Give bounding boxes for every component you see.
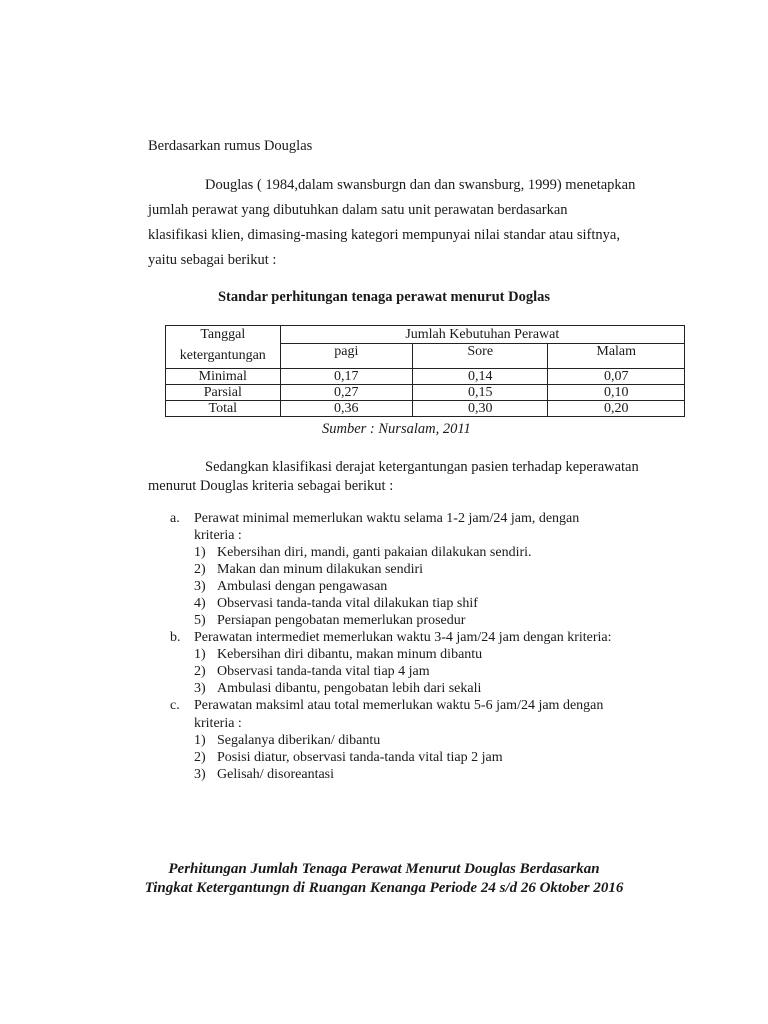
cell-value: 0,14 <box>413 369 548 385</box>
header-tanggal-ketergantungan <box>166 326 281 369</box>
number-marker: 1) <box>194 545 206 560</box>
number-marker: 3) <box>194 681 206 696</box>
paragraph2-line2: menurut Douglas kriteria sebagai berikut : <box>148 478 394 494</box>
criteria-a-marker: a. <box>170 511 180 526</box>
criteria-b-item: Kebersihan diri dibantu, makan minum dibantu <box>217 647 483 662</box>
row-label: Total <box>166 401 281 417</box>
number-marker: 2) <box>194 664 206 679</box>
table-row <box>166 401 685 417</box>
criteria-b-item: Ambulasi dibantu, pengobatan lebih dari sekali <box>217 681 482 696</box>
final-title-line1: Perhitungan Jumlah Tenaga Perawat Menurut Douglas Berdasarkan <box>168 861 600 877</box>
criteria-a-item: Makan dan minum dilakukan sendiri <box>217 562 424 577</box>
final-title-line2: Tingkat Ketergantungn di Ruangan Kenanga Periode 24 s/d 26 Oktober 2016 <box>144 880 624 896</box>
paragraph1-line1: Douglas ( 1984,dalam swansburgn dan dan swansburg, 1999) menetapkan <box>205 177 636 193</box>
number-marker: 5) <box>194 613 206 628</box>
criteria-a-item: Kebersihan diri, mandi, ganti pakaian dilakukan sendiri. <box>217 545 532 560</box>
cell-value: 0,15 <box>413 385 548 401</box>
header-malam: Malam <box>548 344 685 369</box>
number-marker: 1) <box>194 647 206 662</box>
criteria-c-item: Posisi diatur, observasi tanda-tanda vital tiap 2 jam <box>217 750 503 765</box>
criteria-b-item: Observasi tanda-tanda vital tiap 4 jam <box>217 664 430 679</box>
criteria-c-line1: Perawatan maksiml atau total memerlukan waktu 5-6 jam/24 jam dengan <box>194 698 604 713</box>
row-label: Minimal <box>166 369 281 385</box>
number-marker: 2) <box>194 750 206 765</box>
header-col1-line1: Tanggal <box>200 327 246 342</box>
criteria-a-item: Persiapan pengobatan memerlukan prosedur <box>217 613 466 628</box>
criteria-a-item: Ambulasi dengan pengawasan <box>217 579 388 594</box>
criteria-a-line2: kriteria : <box>194 528 242 543</box>
standard-table <box>165 325 685 417</box>
header-pagi: pagi <box>280 344 412 369</box>
table-row <box>166 385 685 401</box>
paragraph1-line2: jumlah perawat yang dibutuhkan dalam satu unit perawatan berdasarkan <box>148 202 568 218</box>
table-source: Sumber : Nursalam, 2011 <box>322 421 471 437</box>
number-marker: 3) <box>194 767 206 782</box>
criteria-b-marker: b. <box>170 630 181 645</box>
paragraph2-line1: Sedangkan klasifikasi derajat ketergantungan pasien terhadap keperawatan <box>205 459 639 475</box>
paragraph1-line4: yaitu sebagai berikut : <box>148 252 277 268</box>
table-title: Standar perhitungan tenaga perawat menurut Doglas <box>217 289 551 305</box>
header-jumlah-kebutuhan: Jumlah Kebutuhan Perawat <box>280 326 684 344</box>
cell-value: 0,36 <box>280 401 412 417</box>
header-col1-line2: ketergantungan <box>179 348 266 363</box>
row-label: Parsial <box>166 385 281 401</box>
header-sore: Sore <box>413 344 548 369</box>
paragraph1-line3: klasifikasi klien, dimasing-masing kategori mempunyai nilai standar atau siftnya, <box>148 227 620 243</box>
cell-value: 0,17 <box>280 369 412 385</box>
cell-value: 0,27 <box>280 385 412 401</box>
table-row <box>166 369 685 385</box>
cell-value: 0,20 <box>548 401 685 417</box>
number-marker: 1) <box>194 733 206 748</box>
cell-value: 0,10 <box>548 385 685 401</box>
number-marker: 4) <box>194 596 206 611</box>
intro-heading: Berdasarkan rumus Douglas <box>148 138 313 154</box>
cell-value: 0,07 <box>548 369 685 385</box>
criteria-c-marker: c. <box>170 698 180 713</box>
criteria-c-line2: kriteria : <box>194 716 242 731</box>
number-marker: 3) <box>194 579 206 594</box>
number-marker: 2) <box>194 562 206 577</box>
cell-value: 0,30 <box>413 401 548 417</box>
criteria-c-item: Segalanya diberikan/ dibantu <box>217 733 381 748</box>
criteria-c-item: Gelisah/ disoreantasi <box>217 767 335 782</box>
criteria-b-line1: Perawatan intermediet memerlukan waktu 3-4 jam/24 jam dengan kriteria: <box>194 630 612 645</box>
criteria-a-line1: Perawat minimal memerlukan waktu selama 1-2 jam/24 jam, dengan <box>194 511 580 526</box>
criteria-a-item: Observasi tanda-tanda vital dilakukan tiap shif <box>217 596 478 611</box>
